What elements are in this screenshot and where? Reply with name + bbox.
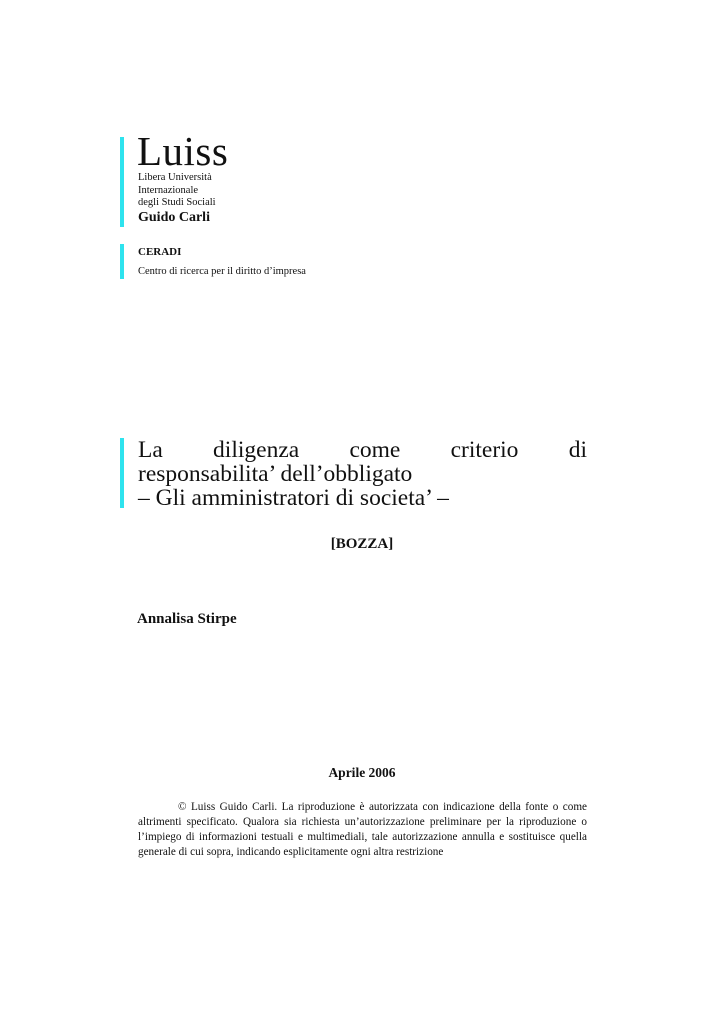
author-name: Annalisa Stirpe (137, 611, 237, 627)
publication-date: Aprile 2006 (328, 765, 396, 780)
university-subtitle-line: Internazionale (138, 184, 199, 196)
title-word: La (138, 437, 163, 463)
center-acronym: CERADI (138, 246, 182, 258)
title-word: diligenza (213, 437, 300, 463)
title-line-1 (138, 438, 587, 462)
copyright-notice: © Luiss Guido Carli. La riproduzione è autorizzata con indicazione della fonte o come altrimenti specificato. Qualora sia richiesta un’autorizzazione preliminare per la riproduzione o l’impiego di informazioni testuali e multimediali, tale autorizzazione annulla e sostituisce quella generale di cui sopra, indicando esplicitamente ogni altra restrizione (138, 801, 587, 858)
title-line-2: responsabilita’ dell’obbligato (138, 461, 413, 487)
title-word: di (568, 437, 587, 463)
center-description: Centro di ricerca per il diritto d’impresa (138, 266, 306, 277)
university-subtitle (138, 172, 216, 210)
document-title (138, 438, 587, 510)
title-word: criterio (450, 437, 519, 463)
center-accent-bar (120, 244, 124, 279)
title-line-3: – Gli amministratori di societa’ – (138, 485, 449, 511)
title-word: come (349, 437, 401, 463)
logo-accent-bar (120, 137, 124, 227)
university-name: Guido Carli (138, 210, 210, 225)
luiss-wordmark: Luiss (137, 128, 229, 174)
title-accent-bar (120, 438, 124, 508)
university-subtitle-line: Libera Università (138, 172, 212, 183)
university-subtitle-line: degli Studi Sociali (138, 197, 216, 208)
draft-label: [BOZZA] (330, 536, 394, 552)
